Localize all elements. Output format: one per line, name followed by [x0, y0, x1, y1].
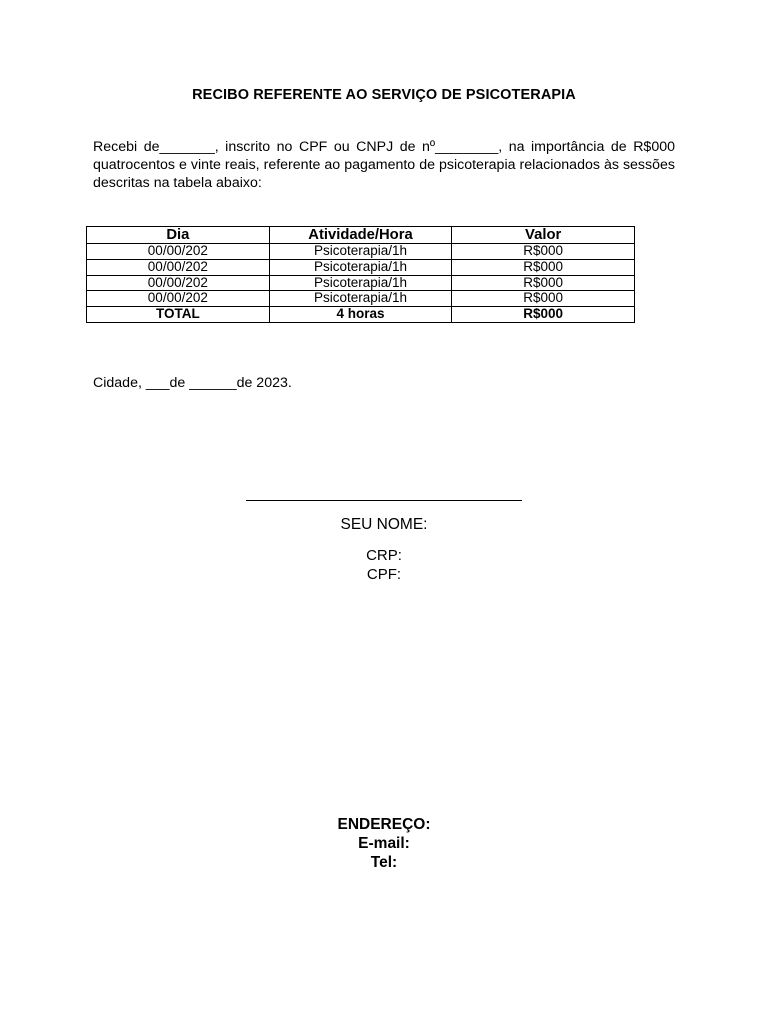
cell-day: 00/00/202	[87, 275, 270, 291]
table-row	[87, 275, 635, 291]
cell-value: R$000	[452, 259, 635, 275]
column-header-activity: Atividade/Hora	[269, 227, 452, 244]
contact-email: E-mail:	[358, 835, 410, 852]
sessions-table	[86, 226, 635, 323]
cell-value: R$000	[452, 291, 635, 307]
contact-block	[0, 815, 768, 872]
cell-activity: Psicoterapia/1h	[269, 244, 452, 260]
table-row	[87, 244, 635, 260]
cell-day: 00/00/202	[87, 259, 270, 275]
signature-crp: CRP:	[366, 547, 402, 564]
cell-day: 00/00/202	[87, 291, 270, 307]
cell-activity: Psicoterapia/1h	[269, 259, 452, 275]
signature-cpf: CPF:	[366, 566, 402, 583]
table-row	[87, 291, 635, 307]
cell-activity: Psicoterapia/1h	[269, 275, 452, 291]
city-date-line: Cidade, ___de ______de 2023.	[93, 375, 292, 391]
document-title: RECIBO REFERENTE AO SERVIÇO DE PSICOTERAPIA	[192, 87, 576, 103]
column-header-day: Dia	[87, 227, 270, 244]
table-row	[87, 259, 635, 275]
signature-name: SEU NOME:	[340, 516, 428, 533]
table-header-row	[87, 227, 635, 244]
total-value: R$000	[452, 307, 635, 323]
signature-line	[246, 500, 522, 501]
cell-value: R$000	[452, 244, 635, 260]
column-header-value: Valor	[452, 227, 635, 244]
cell-activity: Psicoterapia/1h	[269, 291, 452, 307]
total-hours: 4 horas	[269, 307, 452, 323]
table-total-row	[87, 307, 635, 323]
intro-paragraph: Recebi de_______, inscrito no CPF ou CNPJ de nº________, na importância de R$000 quatrocentos e vinte reais, referente ao pagamento de psicoterapia relacionados às sessões descritas na tabela abaixo:	[93, 139, 675, 191]
contact-tel: Tel:	[370, 854, 398, 871]
contact-address: ENDEREÇO:	[337, 816, 431, 833]
cell-value: R$000	[452, 275, 635, 291]
total-label: TOTAL	[87, 307, 270, 323]
cell-day: 00/00/202	[87, 244, 270, 260]
